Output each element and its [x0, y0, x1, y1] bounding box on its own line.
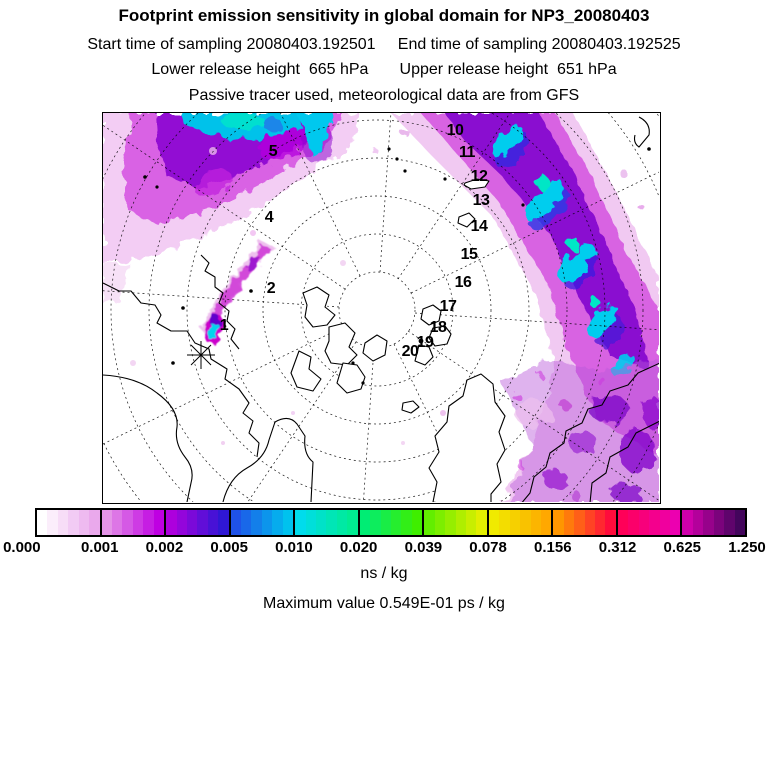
colorbar-cell — [360, 510, 370, 535]
colorbar-cell — [714, 510, 724, 535]
colorbar-tick-labels — [3, 539, 766, 559]
colorbar-cell — [605, 510, 615, 535]
asterisk-icon — [186, 340, 216, 370]
colorbar-cell — [595, 510, 605, 535]
colorbar-tick: 0.002 — [145, 539, 184, 556]
colorbar-cell — [68, 510, 78, 535]
colorbar-cell — [166, 510, 176, 535]
colorbar-cell — [660, 510, 670, 535]
colorbar-cell — [251, 510, 261, 535]
colorbar-cell — [370, 510, 380, 535]
colorbar-cell — [58, 510, 68, 535]
colorbar-segment — [37, 510, 100, 535]
colorbar-cell — [412, 510, 422, 535]
trajectory-label: 15 — [460, 246, 478, 263]
colorbar-cell — [89, 510, 99, 535]
colorbar-cell — [510, 510, 520, 535]
tracer-met-line: Passive tracer used, meteorological data are from GFS — [188, 87, 580, 104]
colorbar-segment — [551, 510, 616, 535]
colorbar-cell — [456, 510, 466, 535]
colorbar-cell — [703, 510, 713, 535]
colorbar-cell — [585, 510, 595, 535]
colorbar-tick: 0.010 — [275, 539, 313, 556]
colorbar-tick: 0.020 — [339, 539, 378, 556]
colorbar-tick: 0.005 — [210, 539, 248, 556]
colorbar-tick: 0.001 — [80, 539, 119, 556]
colorbar-cell — [295, 510, 305, 535]
colorbar-cell — [316, 510, 326, 535]
trajectory-label: 13 — [472, 192, 490, 209]
trajectory-label: 19 — [416, 334, 434, 351]
colorbar-cell — [177, 510, 187, 535]
trajectory-label: 2 — [266, 280, 276, 297]
colorbar-tick: 0.156 — [534, 539, 572, 556]
colorbar-tick: 0.000 — [3, 539, 41, 556]
page-title: Footprint emission sensitivity in global domain for NP3_20080403 — [118, 6, 650, 25]
trajectory-label: 12 — [470, 168, 488, 185]
colorbar-segment — [229, 510, 294, 535]
trajectory-label: 16 — [454, 274, 472, 291]
colorbar-cell — [724, 510, 734, 535]
colorbar-cell — [466, 510, 476, 535]
trajectory-label: 1 — [219, 317, 229, 334]
colorbar-cell — [618, 510, 628, 535]
colorbar-cell — [401, 510, 411, 535]
colorbar-cell — [272, 510, 282, 535]
colorbar-cell — [693, 510, 703, 535]
polar-map — [102, 112, 661, 504]
colorbar-tick: 0.625 — [663, 539, 702, 556]
trajectory-label: 10 — [446, 122, 464, 139]
colorbar-cell — [541, 510, 551, 535]
colorbar-segment — [680, 510, 745, 535]
colorbar-cell — [564, 510, 574, 535]
colorbar-cell — [208, 510, 218, 535]
trajectory-label: 5 — [268, 143, 278, 160]
colorbar-cell — [79, 510, 89, 535]
colorbar-cell — [347, 510, 357, 535]
colorbar-cell — [649, 510, 659, 535]
colorbar-cell — [735, 510, 745, 535]
colorbar-tick: 0.078 — [469, 539, 507, 556]
colorbar-cell — [218, 510, 228, 535]
colorbar-cell — [682, 510, 692, 535]
colorbar-cell — [262, 510, 272, 535]
colorbar-cell — [531, 510, 541, 535]
colorbar-cell — [670, 510, 680, 535]
colorbar-segment — [487, 510, 552, 535]
colorbar-cell — [133, 510, 143, 535]
colorbar-cell — [197, 510, 207, 535]
colorbar-cell — [381, 510, 391, 535]
colorbar-cell — [628, 510, 638, 535]
colorbar-cell — [187, 510, 197, 535]
colorbar-tick: 0.039 — [404, 539, 443, 556]
sampling-times-line: Start time of sampling 20080403.192501 End time of sampling 20080403.192525 — [87, 36, 681, 53]
trajectory-label: 18 — [429, 319, 447, 336]
colorbar-segment — [164, 510, 229, 535]
colorbar-cell — [326, 510, 336, 535]
colorbar-cell — [553, 510, 563, 535]
colorbar-segment — [293, 510, 358, 535]
colorbar-cell — [424, 510, 434, 535]
colorbar-cell — [143, 510, 153, 535]
colorbar-tick: 1.250 — [728, 539, 766, 556]
max-value-text: Maximum value 0.549E-01 ps / kg — [263, 595, 505, 612]
trajectory-labels-layer — [103, 113, 660, 503]
release-heights-line: Lower release height 665 hPa Upper release height 651 hPa — [151, 61, 617, 78]
trajectory-label: 4 — [264, 209, 274, 226]
colorbar-cell — [283, 510, 293, 535]
colorbar-cell — [122, 510, 132, 535]
colorbar-cell — [231, 510, 241, 535]
colorbar-cell — [489, 510, 499, 535]
trajectory-label: 17 — [439, 298, 457, 315]
colorbar-cell — [102, 510, 112, 535]
colorbar-cell — [574, 510, 584, 535]
colorbar-segment — [422, 510, 487, 535]
colorbar-cell — [639, 510, 649, 535]
colorbar-cell — [112, 510, 122, 535]
trajectory-label: 20 — [401, 343, 419, 360]
colorbar-units: ns / kg — [360, 565, 408, 582]
colorbar-cell — [154, 510, 164, 535]
colorbar-cell — [337, 510, 347, 535]
trajectory-label: 11 — [459, 144, 475, 161]
colorbar-cell — [499, 510, 509, 535]
colorbar — [35, 508, 747, 537]
trajectory-label: 14 — [470, 218, 488, 235]
colorbar-cell — [476, 510, 486, 535]
colorbar-cell — [241, 510, 251, 535]
colorbar-cell — [306, 510, 316, 535]
colorbar-cell — [520, 510, 530, 535]
release-location-marker — [186, 340, 216, 370]
colorbar-segment — [616, 510, 681, 535]
colorbar-cell — [37, 510, 47, 535]
colorbar-segment — [358, 510, 423, 535]
colorbar-cell — [391, 510, 401, 535]
colorbar-cell — [445, 510, 455, 535]
colorbar-cell — [47, 510, 57, 535]
colorbar-tick: 0.312 — [598, 539, 637, 556]
colorbar-cell — [435, 510, 445, 535]
colorbar-segment — [100, 510, 165, 535]
